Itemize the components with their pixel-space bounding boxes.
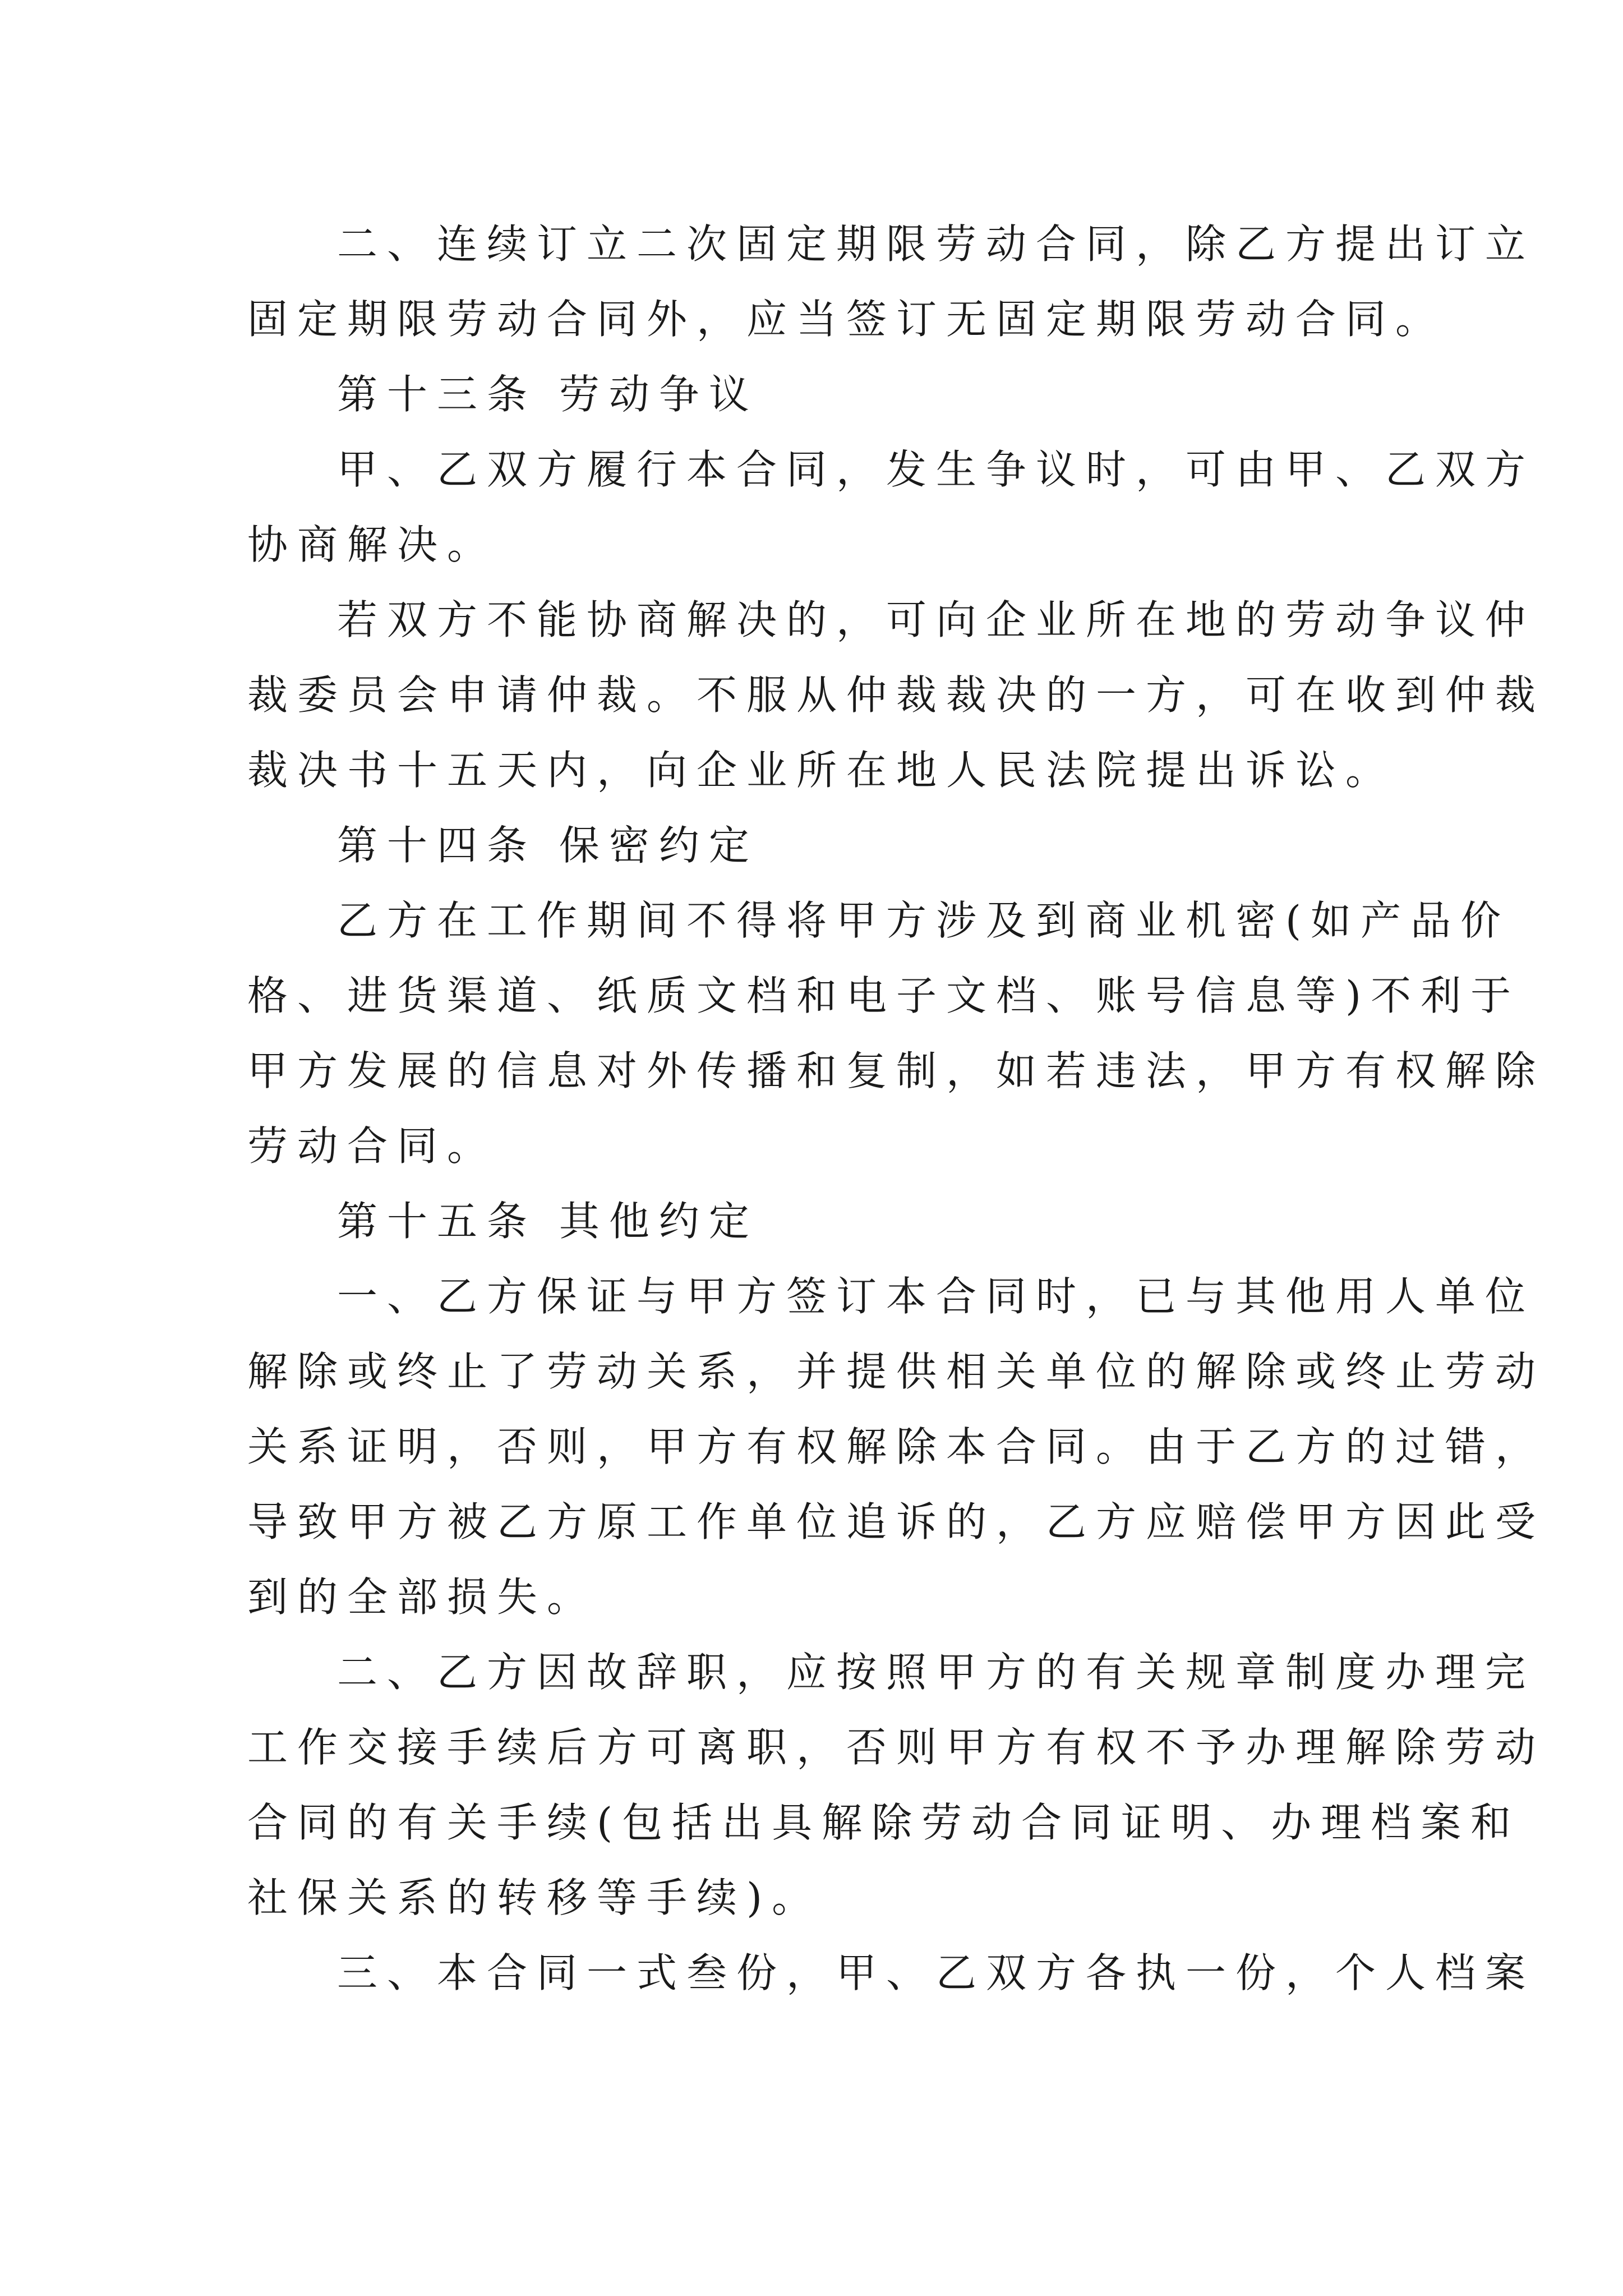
text-line: 劳动合同。 [247,1122,497,1170]
text-line: 甲、乙双方履行本合同，发生争议时，可由甲、乙双方 [337,446,1536,493]
text-line: 裁决书十五天内，向企业所在地人民法院提出诉讼。 [247,747,1396,794]
text-line: 社保关系的转移等手续)。 [247,1874,822,1921]
section-heading-14: 第十四条 保密约定 [337,822,759,869]
text-line: 甲方发展的信息对外传播和复制，如若违法，甲方有权解除 [247,1047,1546,1094]
text-line: 二、连续订立二次固定期限劳动合同，除乙方提出订立 [337,220,1536,268]
text-line: 关系证明，否则，甲方有权解除本合同。由于乙方的过错， [247,1423,1546,1470]
text-line: 一、乙方保证与甲方签订本合同时，已与其他用人单位 [337,1273,1536,1320]
contract-text [247,206,1546,2010]
text-line: 裁委员会申请仲裁。不服从仲裁裁决的一方，可在收到仲裁 [247,671,1546,719]
text-line: 协商解决。 [247,521,497,568]
text-line: 到的全部损失。 [247,1573,597,1621]
text-line: 二、乙方因故辞职，应按照甲方的有关规章制度办理完 [337,1649,1536,1696]
text-line: 合同的有关手续(包括出具解除劳动合同证明、办理档案和 [247,1799,1521,1846]
text-line: 三、本合同一式叁份，甲、乙双方各执一份，个人档案 [337,1949,1536,1996]
text-line: 工作交接手续后方可离职，否则甲方有权不予办理解除劳动 [247,1724,1546,1771]
text-line: 格、进货渠道、纸质文档和电子文档、账号信息等)不利于 [247,972,1521,1019]
text-line: 解除或终止了劳动关系，并提供相关单位的解除或终止劳动 [247,1348,1546,1395]
text-line: 固定期限劳动合同外，应当签订无固定期限劳动合同。 [247,296,1446,343]
section-heading-13: 第十三条 劳动争议 [337,371,759,418]
text-line: 若双方不能协商解决的，可向企业所在地的劳动争议仲 [337,596,1536,643]
text-line: 导致甲方被乙方原工作单位追诉的，乙方应赔偿甲方因此受 [247,1498,1546,1545]
text-line: 乙方在工作期间不得将甲方涉及到商业机密(如产品价 [337,897,1511,944]
section-heading-15: 第十五条 其他约定 [337,1198,759,1245]
